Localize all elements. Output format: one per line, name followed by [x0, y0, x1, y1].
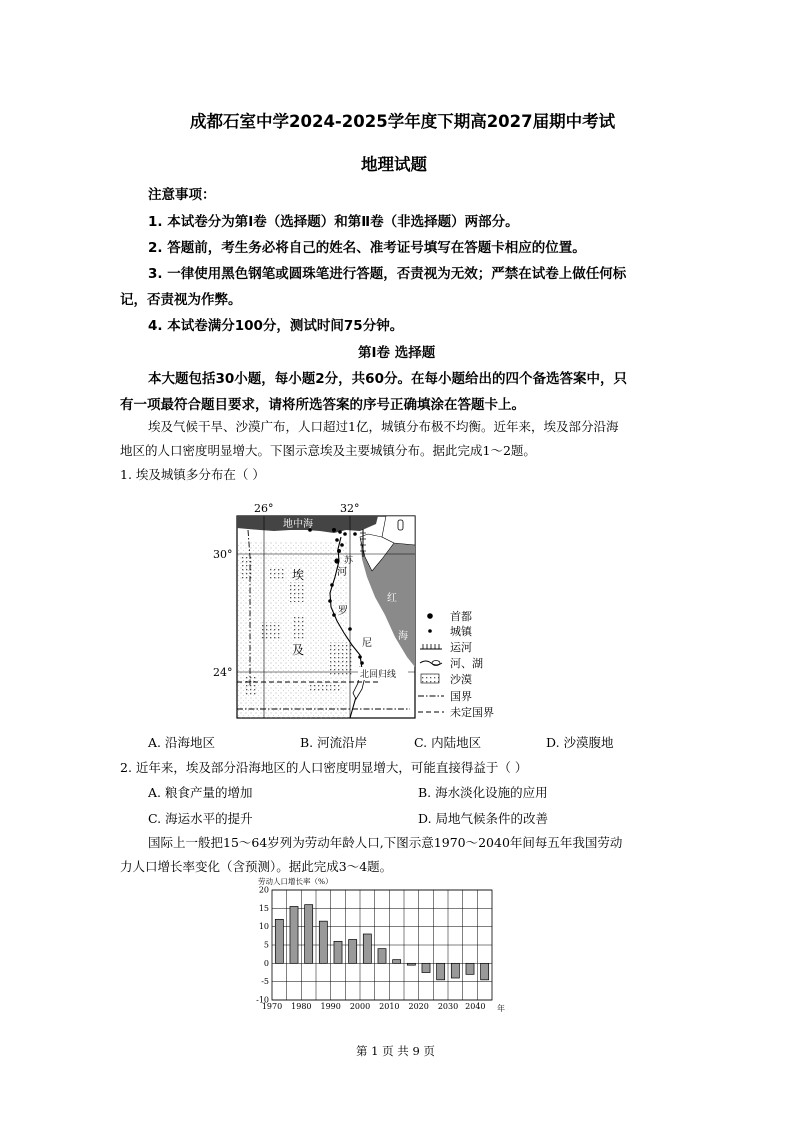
- chart-bar: [305, 905, 313, 964]
- q1-stem: 1. 埃及城镇多分布在（ ）: [120, 467, 265, 482]
- notice-item-2: 2. 答题前，考生务必将自己的姓名、准考证号填写在答题卡相应的位置。: [148, 240, 586, 256]
- chart-x-unit: 年: [497, 1004, 505, 1013]
- passage2-line1: 国际上一般把15～64岁列为劳动年龄人口,下图示意1970～2040年间每五年我国劳动: [148, 835, 623, 850]
- chart-y-tick: 5: [263, 940, 269, 950]
- chart-bar: [407, 963, 415, 965]
- q2-option-d[interactable]: D. 局地气候条件的改善: [418, 811, 549, 826]
- q1-option-d[interactable]: D. 沙漠腹地: [546, 735, 614, 750]
- chart-bar: [437, 963, 445, 980]
- legend-border: 国界: [450, 690, 472, 703]
- legend-town: 城镇: [450, 625, 472, 638]
- section-title: 第Ⅰ卷 选择题: [358, 345, 436, 361]
- red-sea-label-1: 红: [387, 593, 397, 604]
- lon-label-32: 32°: [340, 502, 360, 515]
- country-label-1: 埃: [292, 568, 305, 582]
- notice-item-3-line2: 记，否责视为作弊。: [120, 292, 242, 308]
- section-intro-line2: 有一项最符合题目要求，请将所选答案的序号正确填涂在答题卡上。: [120, 397, 525, 413]
- chart-bar: [363, 934, 371, 963]
- q2-option-b[interactable]: B. 海水淡化设施的应用: [418, 785, 548, 800]
- q1-option-a[interactable]: A. 沿海地区: [148, 735, 215, 750]
- legend-canal: 运河: [450, 641, 472, 654]
- page-footer: 第 1 页 共 9 页: [356, 1044, 435, 1058]
- chart-bar: [451, 963, 459, 978]
- chart-bar: [393, 960, 401, 964]
- lat-label-24: 24°: [213, 666, 233, 679]
- chart-y-tick: 15: [258, 903, 269, 913]
- legend-desert: 沙漠: [450, 673, 472, 686]
- notice-heading: 注意事项：: [148, 187, 216, 203]
- chart-bar: [290, 907, 298, 964]
- egypt-map: [210, 497, 510, 727]
- sea-label: 地中海: [283, 519, 313, 530]
- chart-x-tick: 1990: [320, 1002, 341, 1011]
- q1-option-b[interactable]: B. 河流沿岸: [300, 735, 368, 750]
- q2-option-c[interactable]: C. 海运水平的提升: [148, 811, 253, 826]
- legend-capital: 首都: [450, 610, 472, 623]
- river-label-3: 河: [337, 567, 347, 578]
- chart-y-tick: 20: [258, 885, 269, 895]
- chart-bar: [378, 949, 386, 964]
- legend-river-lake: 河、湖: [450, 657, 483, 670]
- chart-x-tick: 2010: [379, 1002, 400, 1011]
- chart-bar: [275, 919, 283, 963]
- chart-x-tick: 1970: [261, 1002, 283, 1011]
- chart-y-tick: 10: [258, 922, 269, 932]
- red-sea-label-2: 海: [398, 631, 408, 642]
- labor-growth-chart: [250, 873, 540, 1018]
- canal-label: 苏: [344, 556, 354, 566]
- chart-y-tick: -10: [256, 995, 269, 1005]
- lat-label-30: 30°: [213, 548, 233, 561]
- country-label-2: 及: [292, 643, 305, 657]
- chart-x-tick: 2000: [349, 1002, 371, 1011]
- river-label-1: 尼: [362, 638, 372, 649]
- lon-label-26: 26°: [254, 502, 274, 515]
- legend-undefined-border: 未定国界: [450, 706, 494, 719]
- chart-x-tick: 2040: [465, 1002, 486, 1011]
- chart-bar: [422, 963, 430, 972]
- tropic-label: 北回归线: [360, 670, 397, 680]
- notice-item-3-line1: 3. 一律使用黑色钢笔或圆珠笔进行答题，否责视为无效；严禁在试卷上做任何标: [148, 266, 627, 282]
- notice-item-4: 4. 本试卷满分100分，测试时间75分钟。: [148, 318, 404, 334]
- chart-x-tick: 1980: [291, 1002, 312, 1011]
- passage2-line2: 力人口增长率变化（含预测）。据此完成3～4题。: [120, 859, 393, 874]
- chart-x-tick: 2030: [437, 1002, 459, 1011]
- passage1-line2: 地区的人口密度明显增大。下图示意埃及主要城镇分布。据此完成1～2题。: [120, 443, 536, 458]
- chart-bar: [349, 940, 357, 964]
- chart-bar: [319, 921, 327, 963]
- chart-x-tick: 2020: [408, 1002, 429, 1011]
- chart-y-tick: -5: [261, 977, 269, 987]
- notice-item-1: 1. 本试卷分为第Ⅰ卷（选择题）和第Ⅱ卷（非选择题）两部分。: [148, 214, 519, 230]
- chart-y-tick: 0: [263, 958, 269, 968]
- chart-title: 劳动人口增长率（%）: [258, 877, 333, 886]
- subject-title: 地理试题: [361, 155, 427, 174]
- q1-option-c[interactable]: C. 内陆地区: [414, 735, 482, 750]
- chart-bar: [334, 941, 342, 963]
- q2-option-a[interactable]: A. 粮食产量的增加: [148, 785, 253, 800]
- chart-bar: [466, 963, 474, 974]
- passage1-line1: 埃及气候干旱、沙漠广布，人口超过1亿，城镇分布极不均衡。近年来，埃及部分沿海: [148, 419, 619, 434]
- section-intro-line1: 本大题包括30小题，每小题2分，共60分。在每小题给出的四个备选答案中，只: [148, 371, 627, 387]
- chart-bar: [481, 963, 489, 980]
- exam-title: 成都石室中学2024-2025学年度下期高2027届期中考试: [190, 112, 616, 131]
- river-label-2: 罗: [338, 606, 348, 617]
- q2-stem: 2. 近年来，埃及部分沿海地区的人口密度明显增大，可能直接得益于（ ）: [120, 760, 528, 775]
